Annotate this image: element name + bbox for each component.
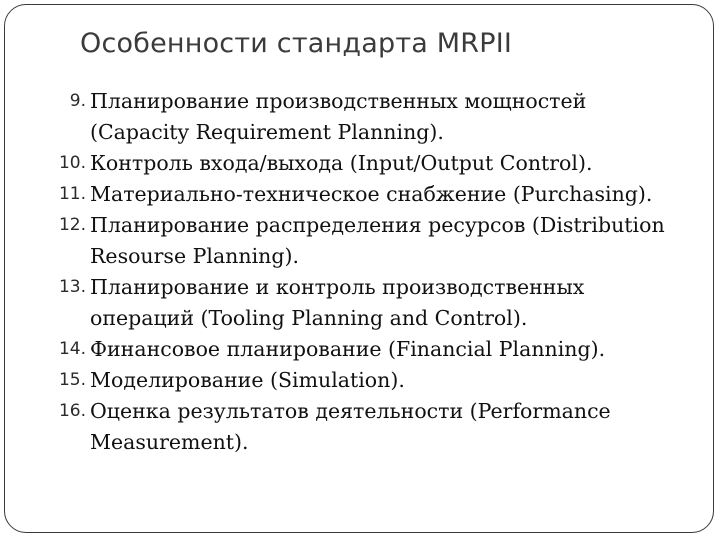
- list-item-number: 16.: [58, 401, 86, 421]
- list-item: [48, 179, 688, 210]
- list-item-text: Планирование и контроль производственных операций (Tooling Planning and Control).: [90, 275, 585, 330]
- list-item-number: 10.: [58, 153, 86, 173]
- list-item: [48, 334, 688, 365]
- slide-title: Особенности стандарта MRPII: [80, 28, 513, 59]
- list-item: [48, 86, 688, 148]
- list-item-text: Финансовое планирование (Financial Planning).: [90, 337, 606, 361]
- list-item: [48, 210, 688, 272]
- list-item-number: 15.: [58, 370, 86, 390]
- list-item-number: 11.: [58, 184, 86, 204]
- list-item-number: 9.: [69, 91, 86, 111]
- list-item-text: Планирование распределения ресурсов (Distribution Resourse Planning).: [90, 213, 665, 268]
- list-item-text: Моделирование (Simulation).: [90, 368, 405, 392]
- list-item-text: Контроль входа/выхода (Input/Output Control).: [90, 151, 593, 175]
- list-item: [48, 272, 688, 334]
- list-item: [48, 396, 688, 458]
- list-item-number: 12.: [58, 215, 86, 235]
- list-item-number: 14.: [58, 339, 86, 359]
- list-item: [48, 365, 688, 396]
- list-item-text: Планирование производственных мощностей (Capacity Requirement Planning).: [90, 89, 587, 144]
- list-item: [48, 148, 688, 179]
- numbered-list: [48, 86, 688, 458]
- list-item-text: Материально-техническое снабжение (Purchasing).: [90, 182, 653, 206]
- list-item-text: Оценка результатов деятельности (Performance Measurement).: [90, 399, 611, 454]
- list-item-number: 13.: [58, 277, 86, 297]
